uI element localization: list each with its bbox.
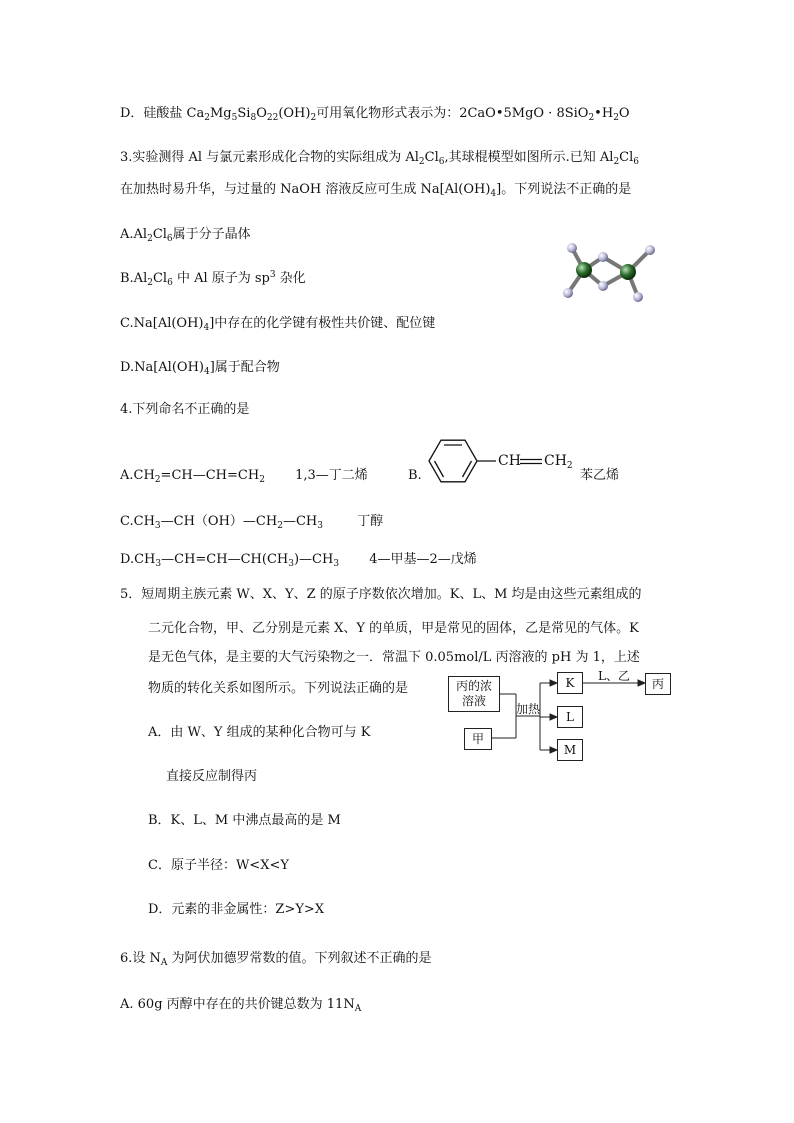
q3-stem-line2: 在加热时易升华，与过量的 NaOH 溶液反应可生成 $Na[Al(OH)_4]$。下列说法不正确的是 <box>120 182 632 199</box>
q3-stem-line1: 3.实验测得 Al 与氯元素形成化合物的实际组成为 $Al_2Cl_6$,其球棍模型如图所示.已知 $Al_2Cl_6$ <box>120 150 640 167</box>
q3-option-a: $A.Al_2Cl_6$属于分子晶体 <box>120 227 251 244</box>
q5-option-c: C．原子半径：W<X<Y <box>148 858 289 873</box>
q4-option-d: $D.CH_3—CH=CH—CH(CH_3)—CH_3$ 4—甲基—2—戊烯 <box>120 552 477 569</box>
q5-stem-line1: 5．短周期主族元素 W、X、Y、Z 的原子序数依次增加。K、L、M 均是由这些元素组成的 <box>120 587 642 602</box>
styrene-ch2: $CH_2$ <box>544 453 573 471</box>
q4-option-b-name: 苯乙烯 <box>580 468 620 483</box>
box-bing: 丙 <box>645 673 671 695</box>
al2cl6-ball-stick-model <box>556 240 666 310</box>
q5-stem-line4: 物质的转化关系如图所示。下列说法正确的是 <box>148 681 409 696</box>
box-l: L <box>557 706 583 728</box>
q5-option-d: D．元素的非金属性：Z>Y>X <box>148 902 325 917</box>
q3-option-c: $C.Na[Al(OH)_4]$中存在的化学键有极性共价键、配位键 <box>120 316 436 333</box>
q4-option-b-label: B. <box>408 468 422 483</box>
q3-option-d: $D.Na[Al(OH)_4]$属于配合物 <box>120 360 280 377</box>
q4-option-c: $C.CH_3—CH(OH)—CH_2—CH_3$ 丁醇 <box>120 514 384 531</box>
box-k: K <box>557 672 583 694</box>
label-heat: 加热 <box>516 702 541 716</box>
label-l-yi: L、乙 <box>598 669 630 683</box>
q2-option-d: D．硅酸盐 $Ca_2Mg_5Si_8O_{22}(OH)_2$可用氧化物形式表示为：2CaO•5MgO · $8SiO_2•H_2O$ <box>120 106 630 123</box>
q5-option-b: B．K、L、M 中沸点最高的是 M <box>148 813 341 828</box>
styrene-ch: CH <box>498 453 521 469</box>
box-jia: 甲 <box>464 728 492 750</box>
q5-stem-line2: 二元化合物，甲、乙分别是元素 X、Y 的单质，甲是常见的固体，乙是常见的气体。K <box>148 621 639 636</box>
q4-option-a: $A.CH_2=CH—CH=CH_2$ 1,3—丁二烯 <box>120 468 368 485</box>
box-m: M <box>557 739 583 761</box>
styrene-double-bond <box>520 458 544 466</box>
box-bing-solution: 丙的浓 溶液 <box>448 676 500 712</box>
q6-option-a: A. 60g 丙醇中存在的共价键总数为 $11N_A$ <box>120 997 362 1014</box>
q6-stem: 6.设 $N_A$ 为阿伏加德罗常数的值。下列叙述不正确的是 <box>120 951 432 968</box>
q4-stem: 4.下列命名不正确的是 <box>120 402 250 417</box>
q5-option-a-line2: 直接反应制得丙 <box>166 769 258 784</box>
q3-option-b: $B.Al_2Cl_6$ 中 Al 原子为 $sp^3$ 杂化 <box>120 270 306 288</box>
q5-option-a-line1: A．由 W、Y 组成的某种化合物可与 K <box>148 725 371 740</box>
q5-stem-line3: 是无色气体，是主要的大气污染物之一．常温下 0.05mol/L 丙溶液的 pH 为 1，上述 <box>148 650 640 665</box>
